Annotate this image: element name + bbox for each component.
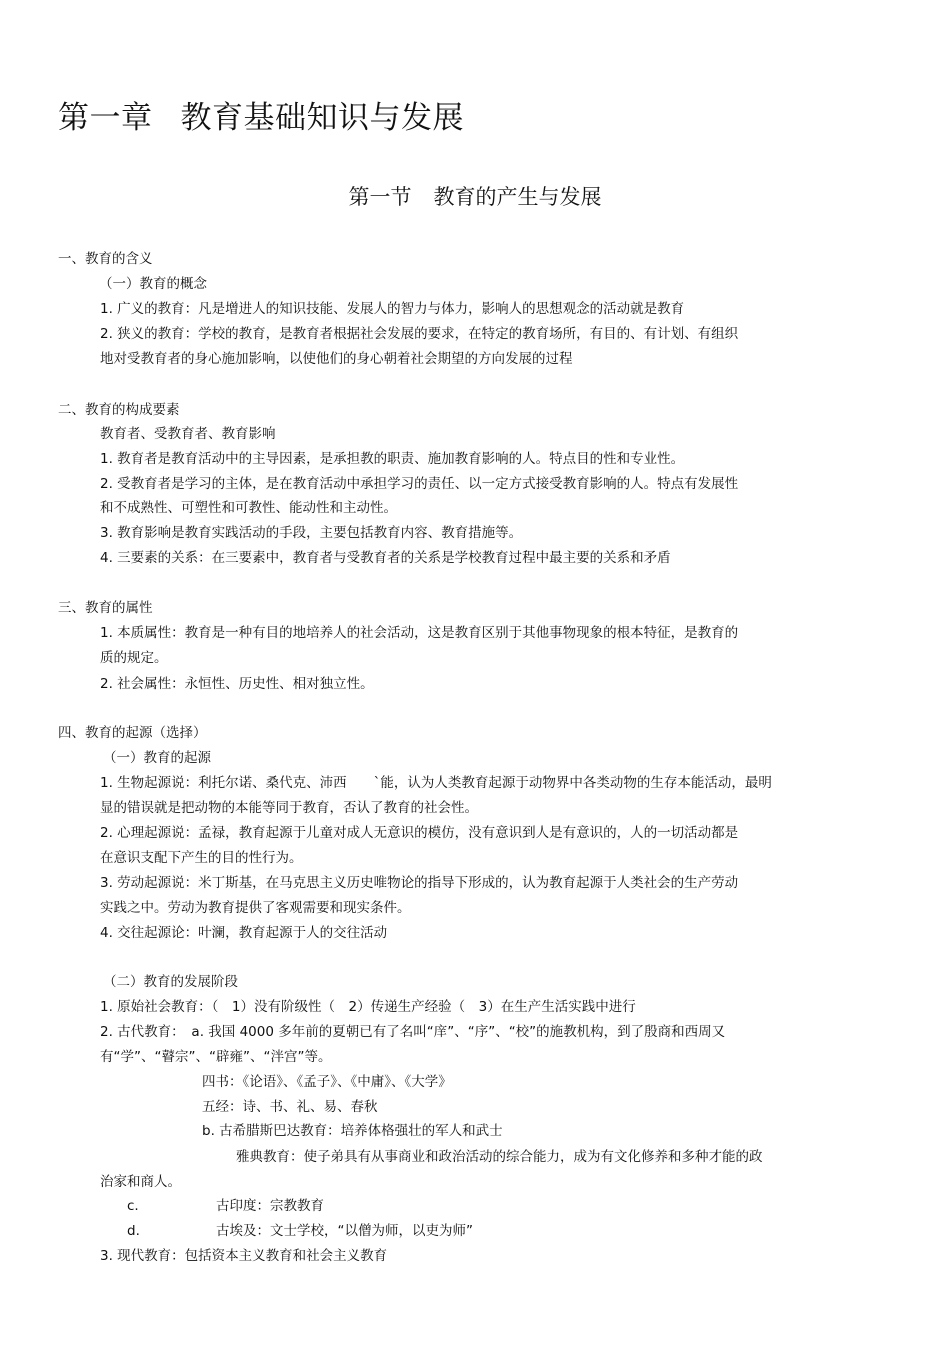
paragraph: 2. 心理起源说：孟禄，教育起源于儿童对成人无意识的模仿，没有意识到人是有意识的，人的一切活动都是 [100, 825, 739, 841]
paragraph: 在意识支配下产生的目的性行为。 [100, 850, 303, 866]
paragraph: 古埃及：文士学校，“以僧为师，以吏为师” [216, 1223, 473, 1239]
list-label: c. [127, 1198, 139, 1214]
paragraph: 和不成熟性、可塑性和可教性、能动性和主动性。 [100, 500, 397, 516]
heading-elements: 二、教育的构成要素 [58, 402, 180, 418]
paragraph: 2. 受教育者是学习的主体，是在教育活动中承担学习的责任、以一定方式接受教育影响的人。特点有发展性 [100, 476, 739, 492]
paragraph: b. 古希腊斯巴达教育：培养体格强壮的军人和武士 [202, 1123, 503, 1139]
paragraph: 1. 原始社会教育：（ 1）没有阶级性（ 2）传递生产经验（ 3）在生产生活实践中进行 [100, 999, 636, 1015]
paragraph: 1. 广义的教育：凡是增进人的知识技能、发展人的智力与体力，影响人的思想观念的活动就是教育 [100, 301, 685, 317]
heading-origin: 四、教育的起源（选择） [58, 725, 207, 741]
paragraph: 显的错误就是把动物的本能等同于教育，否认了教育的社会性。 [100, 800, 478, 816]
paragraph: 3. 劳动起源说：米丁斯基，在马克思主义历史唯物论的指导下形成的，认为教育起源于人类社会的生产劳动 [100, 875, 739, 891]
paragraph: 五经：诗、书、礼、易、春秋 [202, 1099, 378, 1115]
chapter-number: 第一章 [58, 100, 153, 136]
paragraph: 3. 现代教育：包括资本主义教育和社会主义教育 [100, 1248, 388, 1264]
paragraph: 3. 教育影响是教育实践活动的手段，主要包括教育内容、教育措施等。 [100, 525, 523, 541]
paragraph: 治家和商人。 [100, 1174, 181, 1190]
heading-attributes: 三、教育的属性 [58, 600, 153, 616]
subheading-stages: （二）教育的发展阶段 [103, 974, 238, 990]
paragraph: 1. 本质属性：教育是一种有目的地培养人的社会活动，这是教育区别于其他事物现象的根本特征，是教育的 [100, 625, 739, 641]
paragraph: 1. 生物起源说：利托尔诺、桑代克、沛西 `能，认为人类教育起源于动物界中各类动物的生存本能活动，最明 [100, 775, 772, 791]
paragraph: 实践之中。劳动为教育提供了客观需要和现实条件。 [100, 900, 411, 916]
paragraph: 有“学”、“瞽宗”、“辟雍”、“泮宫”等。 [100, 1049, 332, 1065]
paragraph: 教育者、受教育者、教育影响 [100, 426, 276, 442]
section-number: 第一节 [348, 185, 412, 209]
list-label: d. [127, 1223, 140, 1239]
paragraph: 雅典教育：使子弟具有从事商业和政治活动的综合能力，成为有文化修养和多种才能的政 [236, 1149, 763, 1165]
heading-meaning: 一、教育的含义 [58, 251, 153, 267]
section-name: 教育的产生与发展 [433, 185, 602, 209]
subheading-concept: （一）教育的概念 [99, 276, 207, 292]
paragraph: 古印度：宗教教育 [216, 1198, 324, 1214]
chapter-title [58, 98, 464, 138]
paragraph: 2. 社会属性：永恒性、历史性、相对独立性。 [100, 676, 374, 692]
paragraph: 2. 古代教育： a. 我国 4000 多年前的夏朝已有了名叫“庠”、“序”、“校”的施教机构，到了殷商和西周又 [100, 1024, 726, 1040]
paragraph: 4. 三要素的关系：在三要素中，教育者与受教育者的关系是学校教育过程中最主要的关系和矛盾 [100, 550, 671, 566]
paragraph: 1. 教育者是教育活动中的主导因素，是承担教的职责、施加教育影响的人。特点目的性和专业性。 [100, 451, 685, 467]
chapter-name: 教育基础知识与发展 [180, 100, 464, 136]
section-title [0, 182, 950, 212]
paragraph: 质的规定。 [100, 650, 168, 666]
paragraph: 地对受教育者的身心施加影响，以使他们的身心朝着社会期望的方向发展的过程 [100, 351, 573, 367]
subheading-origin: （一）教育的起源 [103, 750, 211, 766]
paragraph: 2. 狭义的教育：学校的教育，是教育者根据社会发展的要求，在特定的教育场所，有目的、有计划、有组织 [100, 326, 739, 342]
paragraph: 4. 交往起源论：叶澜，教育起源于人的交往活动 [100, 925, 388, 941]
paragraph: 四书：《论语》、《孟子》、《中庸》、《大学》 [202, 1074, 452, 1090]
